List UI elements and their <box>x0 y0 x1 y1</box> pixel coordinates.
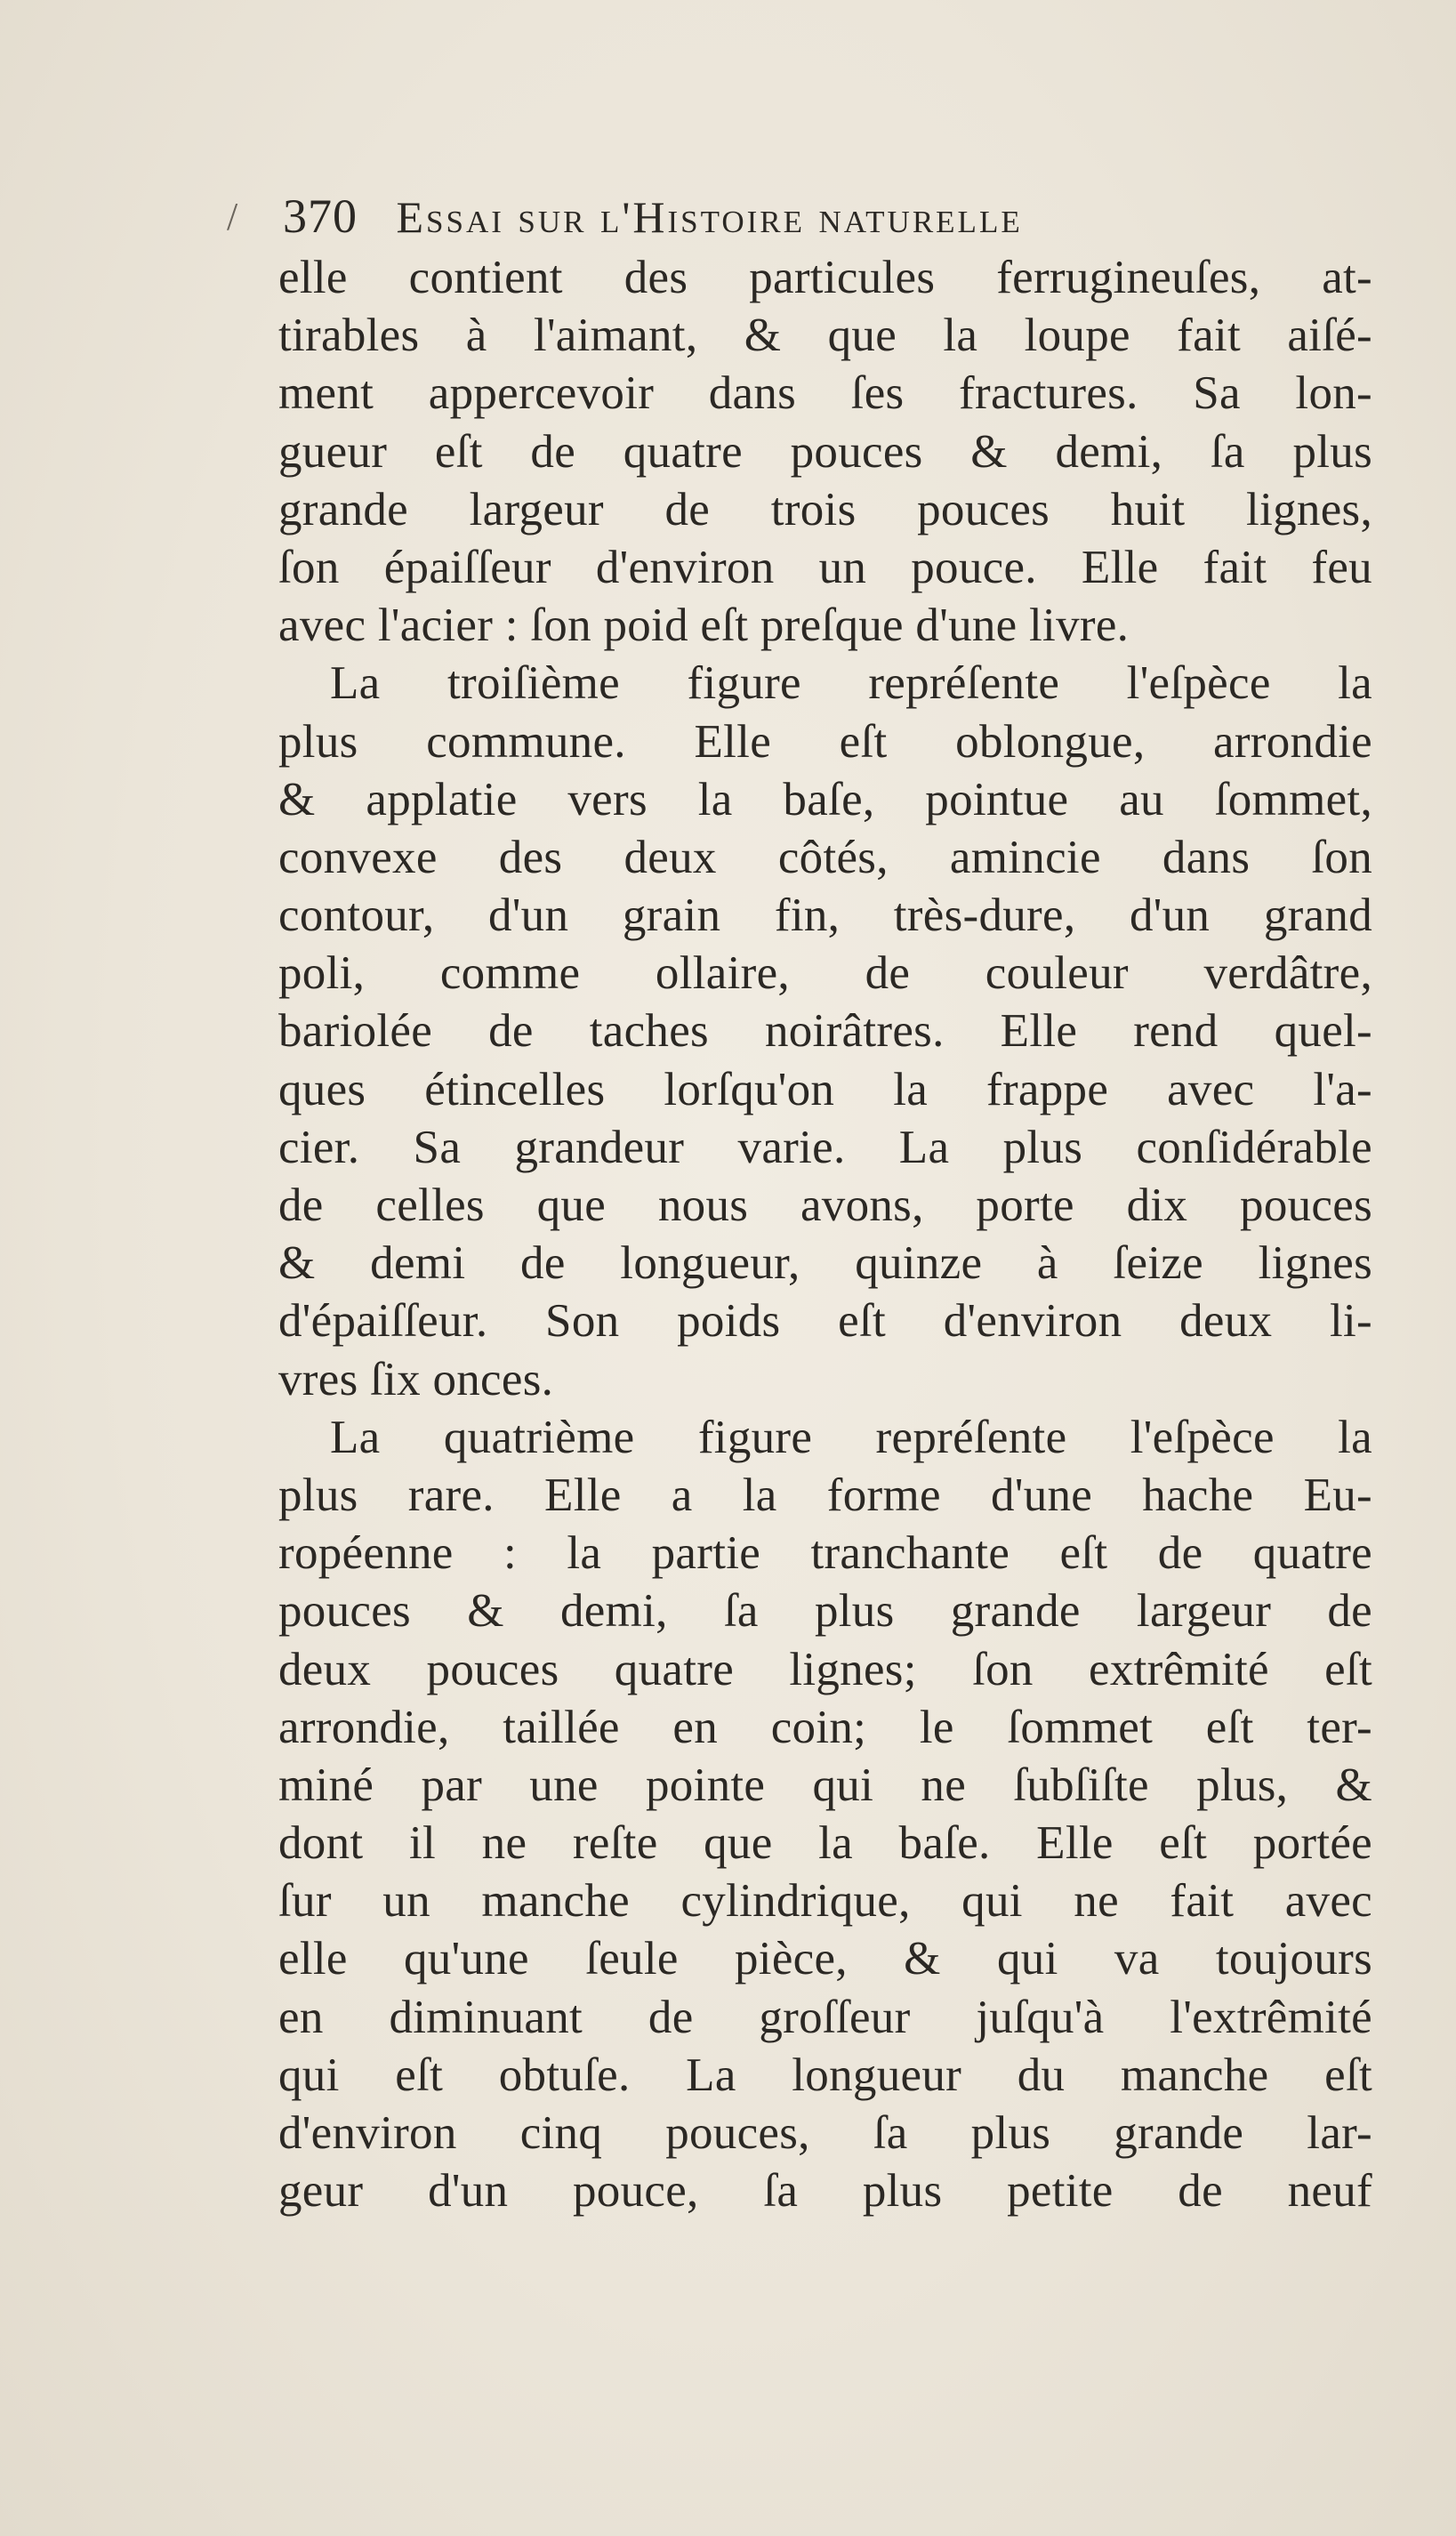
text-line: de celles que nous avons, porte dix pouces <box>278 1179 1372 1231</box>
text-line: cier. Sa grandeur varie. La plus conſidérable <box>278 1121 1372 1173</box>
text-line: tirables à l'aimant, & que la loupe fait aiſé- <box>278 310 1372 362</box>
text-line: ſur un manche cylindrique, qui ne fait avec <box>278 1875 1372 1928</box>
text-line: & applatie vers la baſe, pointue au ſommet, <box>278 773 1372 825</box>
margin-mark: / <box>227 195 238 238</box>
text-line: plus rare. Elle a la forme d'une hache Eu- <box>278 1469 1372 1521</box>
page-number: 370 <box>283 189 358 243</box>
text-line: bariolée de taches noirâtres. Elle rend quel- <box>278 1005 1372 1058</box>
text-line: elle contient des particules ferrugineuſes, at- <box>278 252 1372 303</box>
text-line: pouces & demi, ſa plus grande largeur de <box>278 1585 1372 1638</box>
text-line: plus commune. Elle eſt oblongue, arrondie <box>278 715 1372 768</box>
text-line: dont il ne reſte que la baſe. Elle eſt portée <box>278 1817 1372 1870</box>
text-line: La quatrième figure repréſente l'eſpèce la <box>330 1411 1372 1463</box>
text-line: avec l'acier : ſon poid eſt preſque d'une livre. <box>278 600 1130 652</box>
text-line: grande largeur de trois pouces huit lignes, <box>278 483 1372 535</box>
text-line: en diminuant de groſſeur juſqu'à l'extrêmité <box>278 1991 1372 2043</box>
text-line: ment appercevoir dans ſes fractures. Sa lon- <box>278 367 1372 420</box>
text-line: convexe des deux côtés, amincie dans ſon <box>278 831 1372 883</box>
text-line: d'environ cinq pouces, ſa plus grande lar- <box>278 2107 1372 2159</box>
text-line: & demi de longueur, quinze à ſeize lignes <box>278 1237 1372 1290</box>
text-line: ſon épaiſſeur d'environ un pouce. Elle fait feu <box>278 541 1372 593</box>
text-line: ropéenne : la partie tranchante eſt de quatre <box>278 1527 1372 1580</box>
text-line: deux pouces quatre lignes; ſon extrêmité eſt <box>278 1643 1372 1695</box>
text-line: d'épaiſſeur. Son poids eſt d'environ deux li- <box>278 1295 1372 1348</box>
text-line: poli, comme ollaire, de couleur verdâtre, <box>278 947 1372 1000</box>
text-line: arrondie, taillée en coin; le ſommet eſt ter- <box>278 1701 1372 1753</box>
text-line: ques étincelles lorſqu'on la frappe avec l'a- <box>278 1063 1372 1115</box>
text-line: La troiſième figure repréſente l'eſpèce la <box>330 657 1372 710</box>
text-line: contour, d'un grain fin, très-dure, d'un grand <box>278 890 1372 942</box>
text-line: miné par une pointe qui ne ſubſiſte plus, & <box>278 1759 1372 1811</box>
text-line: elle qu'une ſeule pièce, & qui va toujours <box>278 1933 1372 1985</box>
text-line: geur d'un pouce, ſa plus petite de neuf <box>278 2165 1372 2218</box>
text-line: gueur eſt de quatre pouces & demi, ſa plus <box>278 425 1372 478</box>
text-line: qui eſt obtuſe. La longueur du manche eſt <box>278 2049 1372 2101</box>
running-head-title: Essai sur l'Histoire naturelle <box>396 192 1023 242</box>
body-text <box>278 249 1372 2220</box>
text-line: vres ſix onces. <box>278 1353 554 1405</box>
running-head <box>283 189 1261 251</box>
